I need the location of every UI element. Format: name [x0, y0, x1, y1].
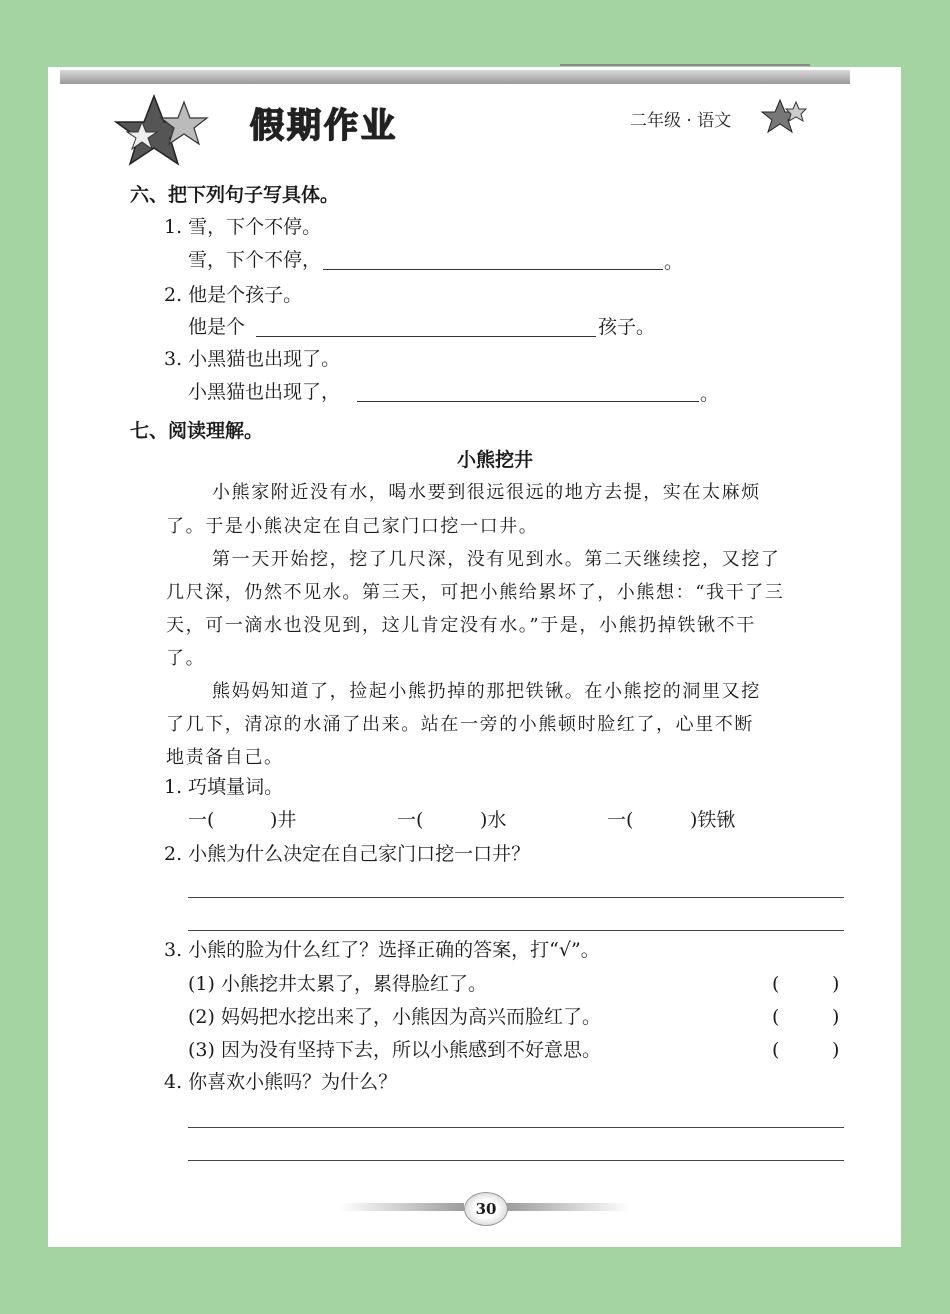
measure-word-blank: 一( — [188, 809, 215, 831]
measure-word-noun: )井 — [270, 809, 297, 831]
story-line: 几尺深，仍然不见水。第三天，可把小熊给累坏了，小熊想：“我干了三 — [166, 582, 785, 603]
story-line: 小熊家附近没有水，喝水要到很远很远的地方去提，实在太麻烦 — [212, 482, 761, 503]
story-title: 小熊挖井 — [457, 449, 534, 471]
footer-bar-left — [340, 1203, 464, 1211]
story-line: 地责备自己。 — [166, 747, 284, 768]
s6-q1-end: 。 — [664, 251, 684, 273]
section-6-heading: 六、把下列句子写具体。 — [130, 184, 340, 206]
section-7-heading: 七、阅读理解。 — [130, 420, 264, 442]
s7-q3-option: (2) 妈妈把水挖出来了，小熊因为高兴而脸红了。 — [188, 1006, 601, 1028]
star-icon — [112, 92, 222, 172]
measure-word-blank: 一( — [607, 809, 634, 831]
grade-subject: 二年级 · 语文 — [630, 111, 732, 131]
s6-question-1: 1. 雪，下个不停。 — [164, 216, 322, 238]
paren-open: ( — [772, 1039, 780, 1061]
story-line: 熊妈妈知道了，捡起小熊扔掉的那把铁锹。在小熊挖的洞里又挖 — [212, 681, 761, 702]
s7-question-2: 2. 小熊为什么决定在自己家门口挖一口井？ — [164, 843, 531, 865]
page-title: 假期作业 — [250, 106, 398, 146]
s7-q2-answer-line[interactable] — [188, 897, 844, 898]
paren-close: ) — [832, 1006, 840, 1028]
s6-q3-end: 。 — [700, 383, 720, 405]
measure-word-noun: )铁锹 — [690, 809, 736, 831]
page-number: 30 — [464, 1192, 508, 1226]
paren-close: ) — [832, 973, 840, 995]
footer-bar-right — [506, 1203, 630, 1211]
s7-q4-answer-line[interactable] — [188, 1160, 844, 1161]
story-line: 了几下，清凉的水涌了出来。站在一旁的小熊顿时脸红了，心里不断 — [166, 714, 754, 735]
s7-question-4: 4. 你喜欢小熊吗？为什么？ — [164, 1071, 398, 1093]
paren-open: ( — [772, 1006, 780, 1028]
story-line: 第一天开始挖，挖了几尺深，没有见到水。第二天继续挖，又挖了 — [212, 549, 781, 570]
s6-q1-prompt: 雪，下个不停， — [188, 249, 322, 271]
s6-q2-prompt: 他是个 — [188, 316, 246, 338]
s7-q3-option: (3) 因为没有坚持下去，所以小熊感到不好意思。 — [188, 1039, 601, 1061]
small-star-icon — [760, 98, 810, 134]
s6-q3-prompt: 小黑猫也出现了， — [188, 381, 341, 403]
s6-q2-answer-line[interactable] — [256, 336, 596, 337]
s7-question-3: 3. 小熊的脸为什么红了？选择正确的答案，打“√”。 — [164, 939, 600, 961]
story-line: 了。于是小熊决定在自己家门口挖一口井。 — [166, 516, 539, 537]
s7-question-1: 1. 巧填量词。 — [164, 776, 284, 798]
s6-q3-answer-line[interactable] — [357, 401, 699, 402]
s7-q2-answer-line[interactable] — [188, 930, 844, 931]
s7-q4-answer-line[interactable] — [188, 1127, 844, 1128]
s6-question-2: 2. 他是个孩子。 — [164, 284, 303, 306]
header-rule — [560, 64, 810, 66]
s6-q1-answer-line[interactable] — [323, 269, 663, 270]
story-line: 天，可一滴水也没见到，这儿肯定没有水。”于是，小熊扔掉铁锹不干 — [166, 615, 756, 636]
s7-q3-option: (1) 小熊挖井太累了，累得脸红了。 — [188, 973, 487, 995]
header-bar — [60, 70, 850, 84]
s6-q2-end: 孩子。 — [598, 316, 656, 338]
s6-question-3: 3. 小黑猫也出现了。 — [164, 348, 341, 370]
paren-open: ( — [772, 973, 780, 995]
paren-close: ) — [832, 1039, 840, 1061]
measure-word-blank: 一( — [397, 809, 424, 831]
measure-word-noun: )水 — [480, 809, 507, 831]
story-line: 了。 — [166, 648, 206, 669]
